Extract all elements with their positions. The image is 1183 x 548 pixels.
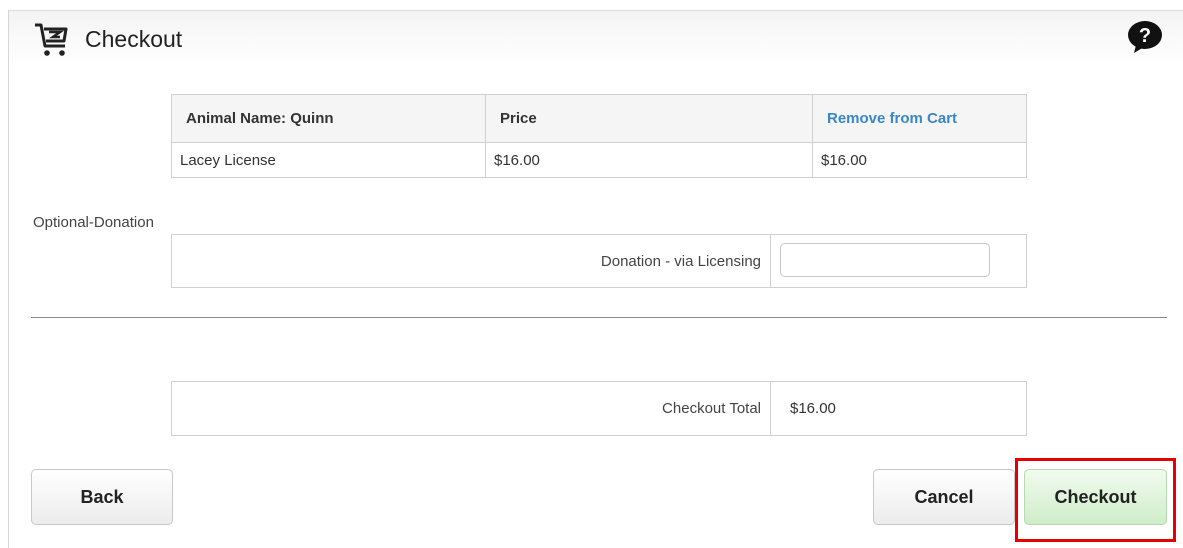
- header-bar: [9, 10, 1183, 67]
- checkout-total-row: [171, 381, 1027, 436]
- help-symbol: ?: [1138, 25, 1152, 47]
- optional-donation-label: Optional-Donation: [33, 214, 154, 231]
- back-button[interactable]: Back: [31, 469, 173, 525]
- cancel-button[interactable]: Cancel: [873, 469, 1015, 525]
- checkout-button[interactable]: Checkout: [1024, 469, 1167, 525]
- donation-input[interactable]: [780, 243, 990, 277]
- item-subtotal-cell: $16.00: [813, 143, 1027, 178]
- cell-divider: [770, 235, 771, 287]
- table-header-row: [172, 95, 1027, 143]
- column-header-animal-name: Animal Name: Quinn: [172, 95, 486, 143]
- donation-row: [171, 234, 1027, 288]
- checkout-total-label: Checkout Total: [662, 400, 761, 417]
- column-header-price: Price: [486, 95, 813, 143]
- help-icon[interactable]: [1125, 19, 1165, 55]
- item-name-cell: Lacey License: [172, 143, 486, 178]
- donation-field-label: Donation - via Licensing: [600, 253, 761, 270]
- cell-divider: [770, 382, 771, 435]
- remove-from-cart-link[interactable]: Remove from Cart: [813, 95, 1027, 143]
- table-row: [172, 143, 1027, 178]
- page-title: Checkout: [85, 26, 183, 52]
- panel-border: [8, 10, 9, 548]
- cart-icon: [33, 20, 69, 58]
- checkout-total-value: $16.00: [790, 400, 836, 417]
- item-price-cell: $16.00: [486, 143, 813, 178]
- cart-table: [171, 94, 1027, 178]
- section-divider: [31, 317, 1167, 318]
